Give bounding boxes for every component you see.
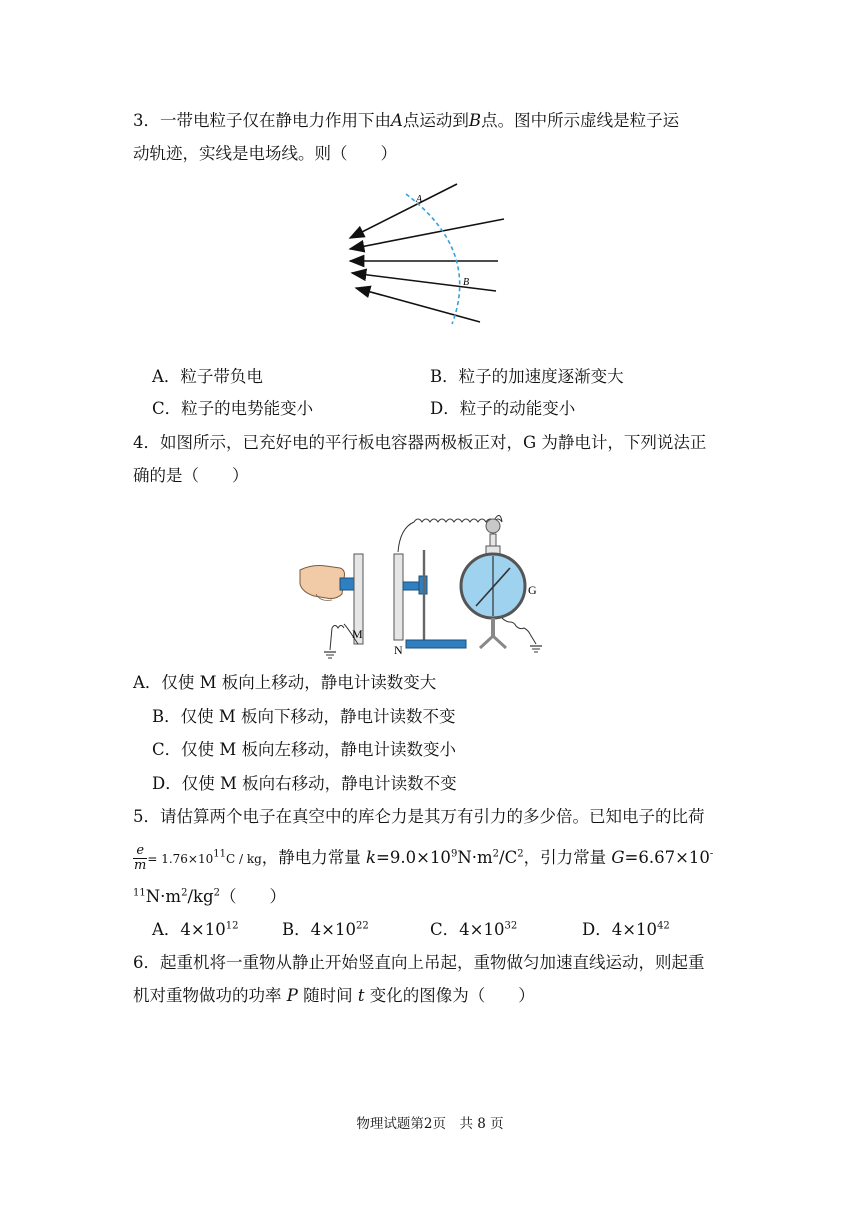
q5-stem-line3: $^{11}N\cdot m^2/kg^2$（ ） [133, 887, 286, 906]
q5-option-b: B．$4\times 10^{22}$ [282, 920, 369, 939]
q6-stem-line2: 机对重物做功的功率 P 随时间 t 变化的图像为（ ） [133, 986, 535, 1005]
q4-option-a: A．仅使 M 板向上移动，静电计读数变大 [133, 673, 437, 692]
q4-option-c: C．仅使 M 板向左移动，静电计读数变小 [152, 740, 457, 759]
q5-stem-line2: $\frac{e}{m}$ = $1.76\times 10^{11}C$ / kg，静电力常量 $k=9.0\times 10^9N\cdot m^2/C^2$，引力常量 G=6.67×10- [134, 843, 714, 873]
q5-option-a: A．$4\times 10^{12}$ [152, 920, 239, 939]
q4-option-d: D．仅使 M 板向右移动，静电计读数不变 [152, 774, 457, 793]
q3-label-a: A [416, 194, 423, 205]
q4-label-m: M [352, 627, 363, 641]
q6-stem-line1: 6．起重机将一重物从静止开始竖直向上吊起，重物做匀加速直线运动，则起重 [133, 953, 705, 972]
q4-label-g: G [528, 583, 537, 597]
q5-option-d: D．$4\times 10^{42}$ [582, 920, 670, 939]
q3-option-a: A．粒子带负电 [152, 367, 263, 386]
q3-stem-line1: 3．一带电粒子仅在静电力作用下由A点运动到B点。图中所示虚线是粒子运 [133, 111, 680, 130]
q3-field-line-figure [340, 180, 520, 330]
q3-option-d: D．粒子的动能变小 [430, 399, 576, 418]
q3-stem-line2: 动轨迹，实线是电场线。则（ ） [133, 144, 397, 163]
q4-label-n: N [394, 643, 403, 657]
q4-stem-line1: 4．如图所示，已充好电的平行板电容器两极板正对，G 为静电计，下列说法正 [133, 433, 707, 452]
q5-stem-line1: 5．请估算两个电子在真空中的库仑力是其万有引力的多少倍。已知电子的比荷 [133, 807, 705, 826]
page-footer: 物理试题第2页 共 8 页 [356, 1116, 504, 1132]
q3-label-b: B [463, 277, 470, 288]
q4-capacitor-figure [296, 488, 556, 668]
q4-option-b: B．仅使 M 板向下移动，静电计读数不变 [152, 707, 456, 726]
q4-stem-line2: 确的是（ ） [133, 466, 249, 485]
q5-charge-mass-fraction: $\frac{e}{m}$ [134, 843, 147, 873]
q3-option-b: B．粒子的加速度逐渐变大 [430, 367, 624, 386]
q3-option-c: C．粒子的电势能变小 [152, 399, 314, 418]
q5-option-c: C．$4\times 10^{32}$ [430, 920, 518, 939]
